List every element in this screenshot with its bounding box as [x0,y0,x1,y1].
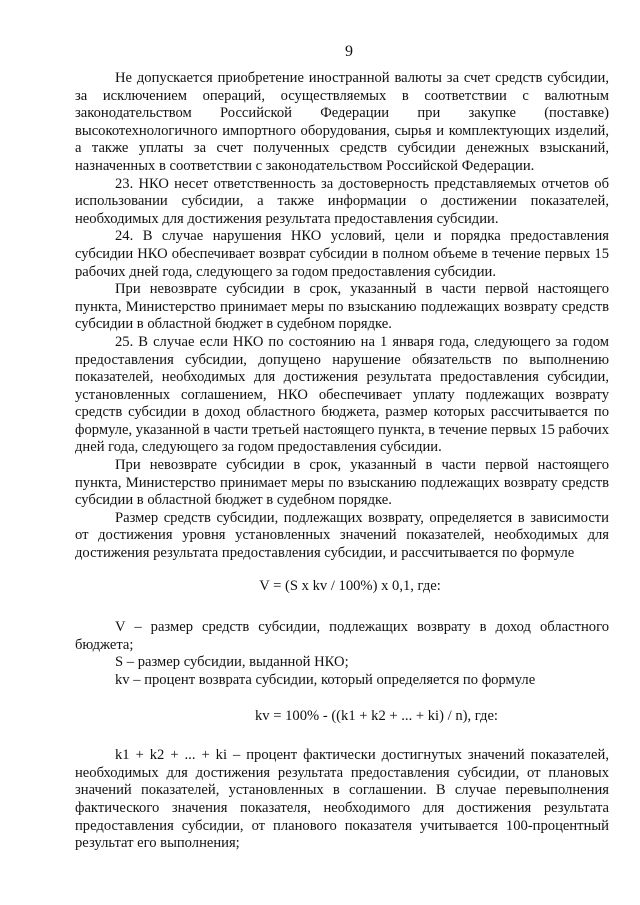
page-number: 9 [345,43,353,60]
formula-kv: kv = 100% - ((k1 + k2 + ... + ki) / n), где: [255,707,498,724]
paragraph-24: 24. В случае нарушения НКО условий, цели и порядка предоставления субсидии НКО обеспечивает возврат субсидии в полном объеме в течение первых 15 рабочих дней года, следующего за годом предоставления субсидии. [75,228,609,280]
paragraph-25: 25. В случае если НКО по состоянию на 1 января года, следующего за годом предоставления субсидии, допущено нарушение обязательств по выполнению показателей, необходимых для достижения результата предоставления субсидии, установленных соглашением, НКО обеспечивает уплату подлежащих возврату средств субсидии в доход областного бюджета, размер которых рассчитывается по формуле, указанной в части третьей настоящего пункта, в течение первых 15 рабочих дней года, следующего за годом предоставления субсидии. [75,333,609,456]
paragraph-currency-restriction: Не допускается приобретение иностранной валюты за счет средств субсидии, за исключением операций, осуществляемых в соответствии с валютным законодательством Российской Федерации при закупке (поставке) высокотехнологичного импортного оборудования, сырья и комплектующих изделий, а также уплаты за счет полученных средств субсидии денежных взысканий, назначенных в соответствии с законодательством Российской Федерации. [75,70,609,174]
definition-kv: kv – процент возврата субсидии, который определяется по формуле [115,672,536,688]
formula-v: V = (S x kv / 100%) x 0,1, где: [259,577,441,594]
definition-s: S – размер субсидии, выданной НКО; [115,654,349,671]
paragraph-24-nonreturn: При невозврате субсидии в срок, указанный в части первой настоящего пункта, Министерство принимает меры по взысканию подлежащих возврату средств субсидии в областной бюджет в судебном порядке. [75,281,609,333]
paragraph-23: 23. НКО несет ответственность за достоверность представляемых отчетов об использовании субсидии, а также информации о достижении показателей, необходимых для достижения результата предоставления субсидии. [75,175,609,227]
definition-v: V – размер средств субсидии, подлежащих возврату в доход областного бюджета; [75,619,609,653]
paragraph-k-values: k1 + k2 + ... + ki – процент фактически достигнутых значений показателей, необходимых для достижения результата предоставления субсидии, от плановых значений показателей, установленных в соглашении. В случае перевыполнения фактического значения показателя, необходимого для достижения результата предоставления субсидии, от планового показателя учитывается 100-процентный результат его выполнения; [75,747,609,852]
paragraph-25-nonreturn: При невозврате субсидии в срок, указанный в части первой настоящего пункта, Министерство принимает меры по взысканию подлежащих возврату средств субсидии в областной бюджет в судебном порядке. [75,457,609,509]
paragraph-return-size: Размер средств субсидии, подлежащих возврату, определяется в зависимости от достижения уровня установленных значений показателей, необходимых для достижения результата предоставления субсидии, и рассчитывается по формуле [75,509,609,562]
